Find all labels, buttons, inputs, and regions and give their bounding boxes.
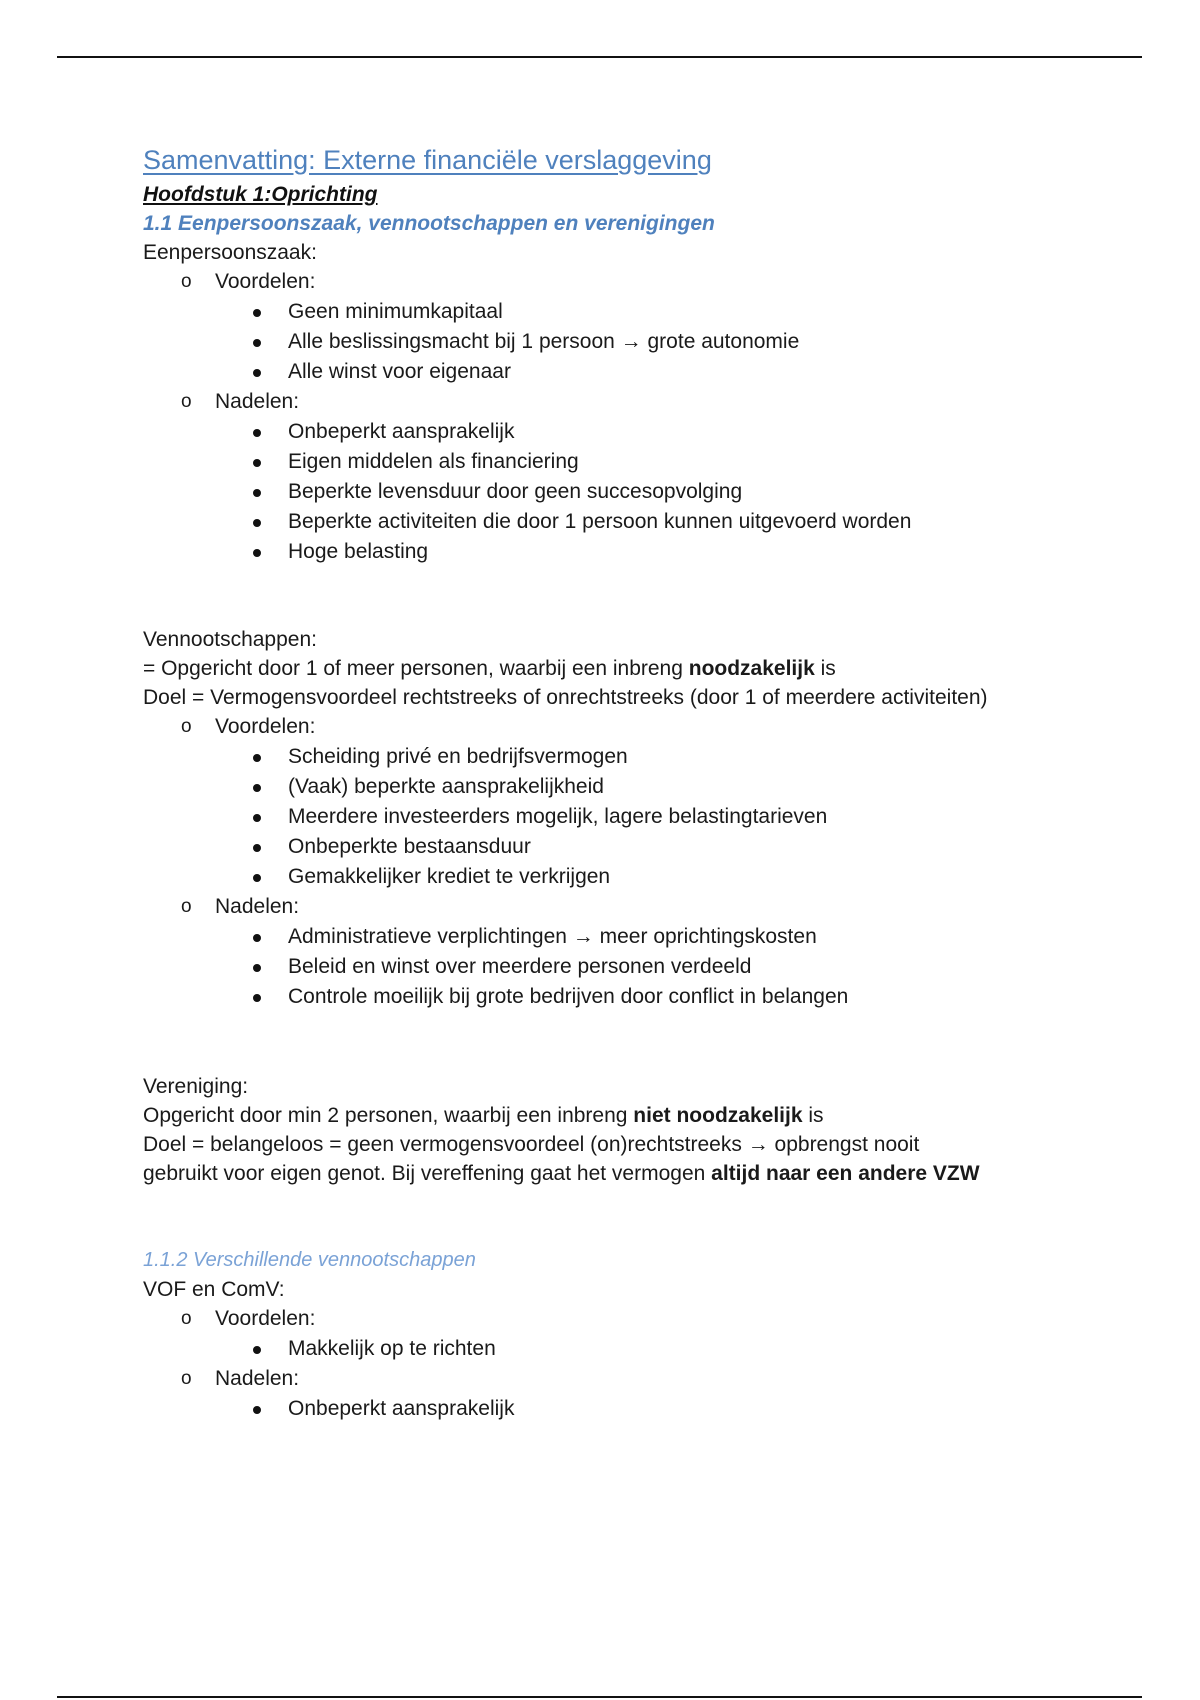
list-item: Beperkte activiteiten die door 1 persoon kunnen uitgevoerd worden [143,507,1143,537]
eenpersoonszaak-heading: Eenpersoonszaak: [143,241,317,264]
list-item: Hoge belasting [143,537,1143,567]
bullet-icon [253,549,261,557]
vof-nadelen-label: o Nadelen: [143,1364,1143,1394]
vennootschappen-nadelen-label: o Nadelen: [143,892,1143,922]
list-item: Geen minimumkapitaal [143,297,1143,327]
bullet-icon [253,874,261,882]
bullet-icon [253,994,261,1002]
list-item: Alle beslissingsmacht bij 1 persoon → grote autonomie [143,327,1143,357]
footer-rule [57,1696,1142,1698]
spacer [143,567,1143,625]
list-item: Meerdere investeerders mogelijk, lagere belastingtarieven [143,802,1143,832]
vof-voordelen-label: o Voordelen: [143,1304,1143,1334]
list-item: Eigen middelen als financiering [143,447,1143,477]
list-item: Onbeperkt aansprakelijk [143,417,1143,447]
header-rule [57,56,1142,58]
eenpersoonszaak-nadelen-label: o Nadelen: [143,387,1143,417]
bullet-icon [253,844,261,852]
bullet-icon [253,784,261,792]
list-item: Scheiding privé en bedrijfsvermogen [143,742,1143,772]
section-heading-1-1: 1.1 Eenpersoonszaak, vennootschappen en verenigingen [143,212,715,235]
vereniging-doel-line-1: Doel = belangeloos = geen vermogensvoordeel (on)rechtstreeks → opbrengst nooit [143,1133,920,1156]
vereniging-doel-line-2: gebruikt voor eigen genot. Bij vereffening gaat het vermogen altijd naar een andere VZW [143,1162,980,1185]
spacer [143,1012,1143,1072]
bullet-icon [253,489,261,497]
bullet-icon [253,964,261,972]
bullet-icon [253,309,261,317]
list-item: Alle winst voor eigenaar [143,357,1143,387]
bullet-icon [253,519,261,527]
list-item: Beperkte levensduur door geen succesopvolging [143,477,1143,507]
list-item: Onbeperkt aansprakelijk [143,1394,1143,1424]
vof-heading: VOF en ComV: [143,1278,285,1301]
list-item: Gemakkelijker krediet te verkrijgen [143,862,1143,892]
document-body [143,140,1143,1424]
vereniging-definition: Opgericht door min 2 personen, waarbij een inbreng niet noodzakelijk is [143,1104,824,1127]
bullet-icon [253,1406,261,1414]
list-item: Makkelijk op te richten [143,1334,1143,1364]
vennootschappen-definition: = Opgericht door 1 of meer personen, waarbij een inbreng noodzakelijk is [143,657,836,680]
bullet-icon [253,339,261,347]
document-title: Samenvatting: Externe financiële verslaggeving [143,145,712,175]
vennootschappen-doel: Doel = Vermogensvoordeel rechtstreeks of onrechtstreeks (door 1 of meerdere activiteiten) [143,686,988,709]
bullet-icon [253,754,261,762]
eenpersoonszaak-voordelen-label: o Voordelen: [143,267,1143,297]
list-item: Administratieve verplichtingen → meer oprichtingskosten [143,922,1143,952]
spacer [143,1188,1143,1246]
bullet-icon [253,814,261,822]
list-item: Onbeperkte bestaansduur [143,832,1143,862]
section-heading-1-1-2: 1.1.2 Verschillende vennootschappen [143,1249,476,1271]
list-item: Beleid en winst over meerdere personen verdeeld [143,952,1143,982]
bullet-icon [253,459,261,467]
bullet-icon [253,1346,261,1354]
chapter-heading: Hoofdstuk 1:Oprichting [143,183,378,206]
list-item: (Vaak) beperkte aansprakelijkheid [143,772,1143,802]
bullet-icon [253,429,261,437]
list-item: Controle moeilijk bij grote bedrijven door conflict in belangen [143,982,1143,1012]
vennootschappen-heading: Vennootschappen: [143,628,317,651]
vereniging-heading: Vereniging: [143,1075,249,1098]
bullet-icon [253,369,261,377]
vennootschappen-voordelen-label: o Voordelen: [143,712,1143,742]
bullet-icon [253,934,261,942]
